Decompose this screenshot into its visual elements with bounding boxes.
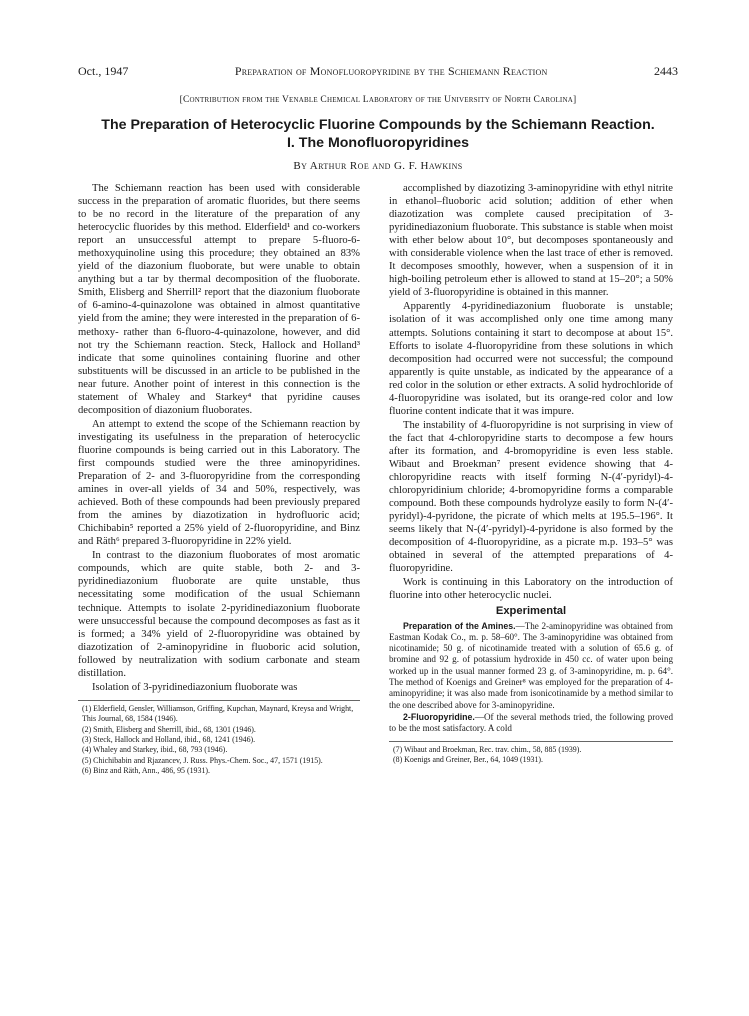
footnote: (6) Binz and Räth, Ann., 486, 95 (1931). <box>82 766 210 776</box>
paragraph: Work is continuing in this Laboratory on the introduction of fluorine into other heterocyclic nuclei. <box>389 577 673 602</box>
paragraph: The instability of 4-fluoropyridine is not surprising in view of the fact that 4-chloropyridine starts to decompose a few hours after its formation, and 4-bromopyridine is even less stable. Wibaut and Broekman⁷ present evidence showing that 4-chloropyridine reacts with itself forming N-(4′-pyridyl)-4-chloropyridinium chloride; 4-bromopyridine forms a comparable compound. Both these compounds hydrolyze easily to form N-(4′-pyridyl)-4-pyridone, the picrate of which melts at 195.5–196°. It seems likely that N-(4′-pyridyl)-4-pyridone is also formed by the decomposition of 4-fluoropyridine, as a picrate m.p. 193–5° was obtained in several of the attempted preparations of 4-fluoropyridine. <box>389 419 673 575</box>
article-title-line2: I. The Monofluoropyridines <box>286 135 470 151</box>
footnote: (7) Wibaut and Broekman, Rec. trav. chim., 58, 885 (1939). <box>393 744 582 754</box>
footnotes-left <box>78 700 360 777</box>
experimental-text: —The 2-aminopyridine was obtained from Eastman Kodak Co., m. p. 58–60°. The 3-aminopyridine was obtained from nicotinamide; 50 g. of nicotinamide treated with a solution of 65.6 g. of bromine and 92 g. of potassium hydroxide in 450 cc. of water upon being worked up in the usual manner formed 23 g. of 3-aminopyridine, m. p. 64°. The method of Koenigs and Greiner⁸ was employed for the preparation of 4-aminopyridine; it was also made from isonicotinamide by a method similar to the one described above for 3-aminopyridine. <box>389 620 673 710</box>
run-in-heading: Preparation of the Amines. <box>403 620 516 631</box>
header-date: Oct., 1947 <box>78 64 129 78</box>
article-title <box>70 116 686 152</box>
footnotes-right <box>389 741 673 766</box>
footnote: (3) Steck, Hallock and Holland, ibid., 68, 1241 (1946). <box>82 735 256 745</box>
left-column <box>78 182 360 777</box>
right-column <box>389 182 673 765</box>
author-byline: By Arthur Roe and G. F. Hawkins <box>293 160 463 172</box>
footnote: (1) Elderfield, Gensler, Williamson, Griffing, Kupchan, Maynard, Kreysa and Wright, This Journal, 68, 1584 (1946). <box>82 703 354 724</box>
footnote: (8) Koenigs and Greiner, Ber., 64, 1049 (1931). <box>393 754 544 764</box>
running-header <box>78 64 678 79</box>
paragraph: In contrast to the diazonium fluoborates of most aromatic compounds, which are quite stable, both 2- and 3-pyridinediazonium fluoborate are quite unstable, thus necessitating some modification of the usual Schiemann technique. Attempts to isolate 2-pyridinediazonium fluoborate were unsuccessful because the compound decomposes as fast as it is formed; a 34% yield of 2-fluoropyridine was obtained by diazotization of 2-aminopyridine in fluoboric acid solution, followed by neutralization with sodium carbonate and steam distillation. <box>78 550 360 679</box>
experimental-text: —Of the several methods tried, the following proved to be the most satisfactory. A cold <box>389 711 673 734</box>
footnote: (2) Smith, Elisberg and Sherrill, ibid., 68, 1301 (1946). <box>82 724 256 734</box>
experimental-paragraph <box>389 621 673 711</box>
experimental-paragraph <box>389 712 673 735</box>
run-in-heading: 2-Fluoropyridine. <box>403 711 475 722</box>
footnote: (4) Whaley and Starkey, ibid., 68, 793 (1946). <box>82 745 228 755</box>
section-heading: Experimental <box>495 604 567 617</box>
paragraph: Isolation of 3-pyridinediazonium fluoborate was <box>92 681 298 693</box>
footnote: (5) Chichibabin and Rjazancev, J. Russ. Phys.-Chem. Soc., 47, 1571 (1915). <box>82 755 323 765</box>
paragraph: The Schiemann reaction has been used with considerable success in the preparation of aromatic fluorides, but there seems to be no record in the literature of the preparation of any heterocyclic fluorides by this method. Elderfield¹ and co-workers report an unsuccessful attempt to prepare 5-fluoro-6-methoxyquinoline using this procedure; they obtained an 83% yield of the diazonium fluoborate, but were unable to obtain anything but a tar by thermal decomposition of the fluoborate. Smith, Elisberg and Sherrill² report that the diazonium fluoborate of 6-amino-4-quinazolone was obtained in almost quantitative yield from the amine; they were interested in the preparation of 6-methoxy- rather than 6-fluoro-4-quinazolone, however, and did not try the Schiemann reaction. Steck, Hallock and Holland³ indicate that some quinolines containing fluorine and other substituents will be discussed in an article to be published in the near future. Another point of interest in this connection is the statement of Whaley and Starkey⁴ that pyridine causes decomposition of diazonium fluoborates. <box>78 183 360 416</box>
contribution-line: [Contribution from the Venable Chemical Laboratory of the University of North Carolina] <box>179 95 577 105</box>
page-number: 2443 <box>653 64 678 78</box>
paragraph: Apparently 4-pyridinediazonium fluoborate is unstable; isolation of it was accomplished only one time among many attempts. Solutions containing it start to decompose at about 15°. Efforts to isolate 4-fluoropyridine from these solutions in which decomposition had occurred were not successful; the compound apparently is quite unstable, as indicated by the appearance of a red color in the solution or ether extracts. A solid hydrochloride of 4-fluoropyridine was isolated, but its orange-red color and low fluorine content indicate that it was impure. <box>389 301 673 417</box>
paragraph: An attempt to extend the scope of the Schiemann reaction by investigating its usefulness in the preparation of heterocyclic fluorine compounds is being carried out in this Laboratory. The first compounds studied were the three aminopyridines. Preparation of 2- and 3-fluoropyridine from the corresponding amines in over-all yields of 34 and 50%, respectively, was achieved. Both of these compounds had been previously prepared from the amines by diazotization in hydrofluoric acid; Chichibabin⁵ reported a 25% yield of 2-fluoropyridine, and Binz and Räth⁶ prepared 3-fluoropyridine in 22% yield. <box>78 418 360 548</box>
paragraph: accomplished by diazotizing 3-aminopyridine with ethyl nitrite in ethanol–fluoboric acid solution; addition of ether when diazotization was complete caused precipitation of 3-pyridinediazonium fluoborate. This substance is stable when moist with ether below about 10°, but decomposes spontaneously and with considerable violence when the last trace of ether is removed. It decomposes smoothly, however, when a suspension of it in high-boiling petroleum ether is allowed to stand at 15–20°; a 50% yield of 3-fluoropyridine is obtained in this manner. <box>389 183 673 299</box>
header-title: Preparation of Monofluoropyridine by the Schiemann Reaction <box>234 64 548 78</box>
article-title-line1: The Preparation of Heterocyclic Fluorine Compounds by the Schiemann Reaction. <box>101 117 655 133</box>
